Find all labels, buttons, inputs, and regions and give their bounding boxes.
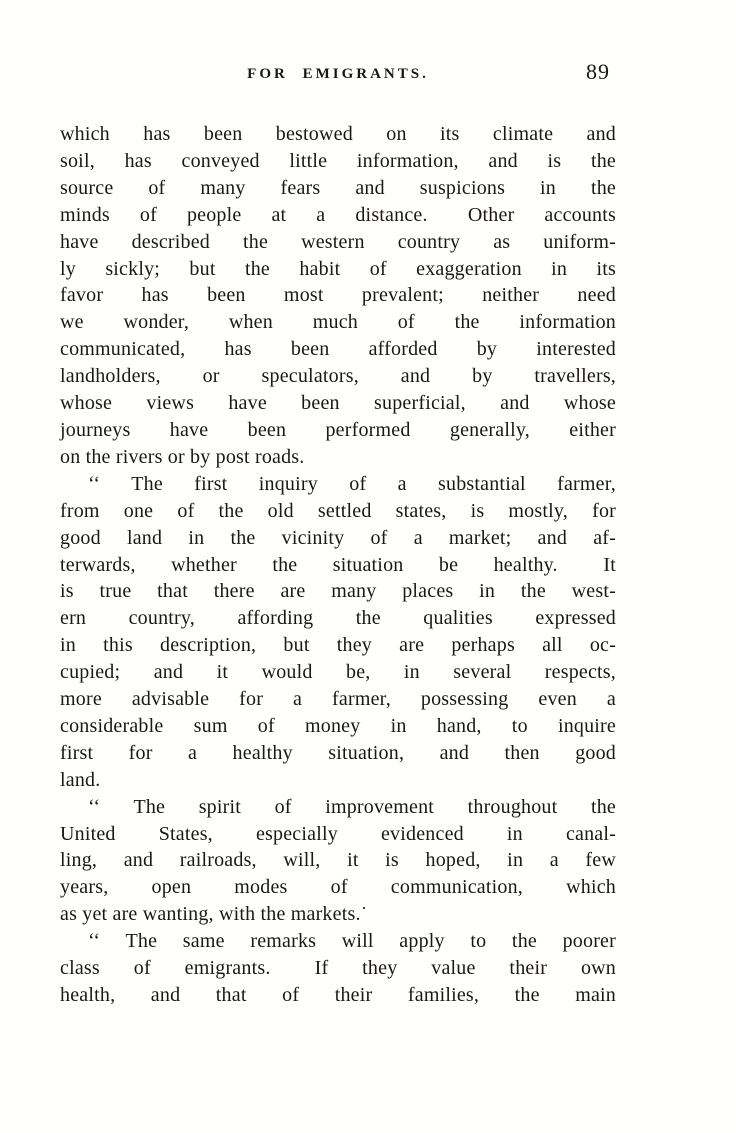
text-line: is true that there are many places in the west- [60,580,616,603]
text-line: as yet are wanting, with the markets.˙ [60,903,368,926]
text-line: favor has been most prevalent; neither need [60,284,616,307]
text-line: communicated, has been afforded by interested [60,338,616,361]
page-header [60,59,616,88]
text-line: we wonder, when much of the information [60,311,616,334]
text-line: more advisable for a farmer, possessing even a [60,688,616,711]
text-line: minds of people at a distance. Other accounts [60,203,616,226]
text-line: first for a healthy situation, and then good [60,741,616,764]
text-line: terwards, whether the situation be healthy. It [60,553,616,576]
text-line: on the rivers or by post roads. [60,445,305,468]
text-line: soil, has conveyed little information, and is the [60,149,616,172]
text-line: ‘‘ The first inquiry of a substantial farmer, [88,472,616,495]
text-line: considerable sum of money in hand, to inquire [60,714,616,737]
text-line: class of emigrants. If they value their own [60,957,616,980]
text-line: United States, especially evidenced in canal- [60,822,616,845]
page-number: 89 [586,59,610,84]
text-line: good land in the vicinity of a market; and af- [60,526,616,549]
text-line: journeys have been performed generally, either [60,418,616,441]
text-line: ling, and railroads, will, it is hoped, in a few [60,849,616,872]
text-line: which has been bestowed on its climate and [60,123,616,145]
text-line: cupied; and it would be, in several respects, [60,661,616,684]
text-line: ern country, affording the qualities expressed [60,607,616,630]
text-line: ‘‘ The spirit of improvement throughout the [88,795,616,818]
text-line: in this description, but they are perhaps all oc- [60,634,616,657]
text-line: ‘‘ The same remarks will apply to the poorer [88,930,616,953]
text-line: source of many fears and suspicions in the [60,176,616,199]
text-line: from one of the old settled states, is mostly, for [60,499,616,522]
text-line: land. [60,768,101,791]
text-line: health, and that of their families, the main [60,984,616,1006]
text-line: whose views have been superficial, and whose [60,392,616,415]
page-body [60,121,616,1009]
text-line: ly sickly; but the habit of exaggeration in its [60,257,616,280]
text-line: years, open modes of communication, which [60,876,616,899]
running-title: FOR EMIGRANTS. [247,66,429,82]
text-line: landholders, or speculators, and by travellers, [60,365,616,388]
text-line: have described the western country as uniform- [60,230,616,253]
